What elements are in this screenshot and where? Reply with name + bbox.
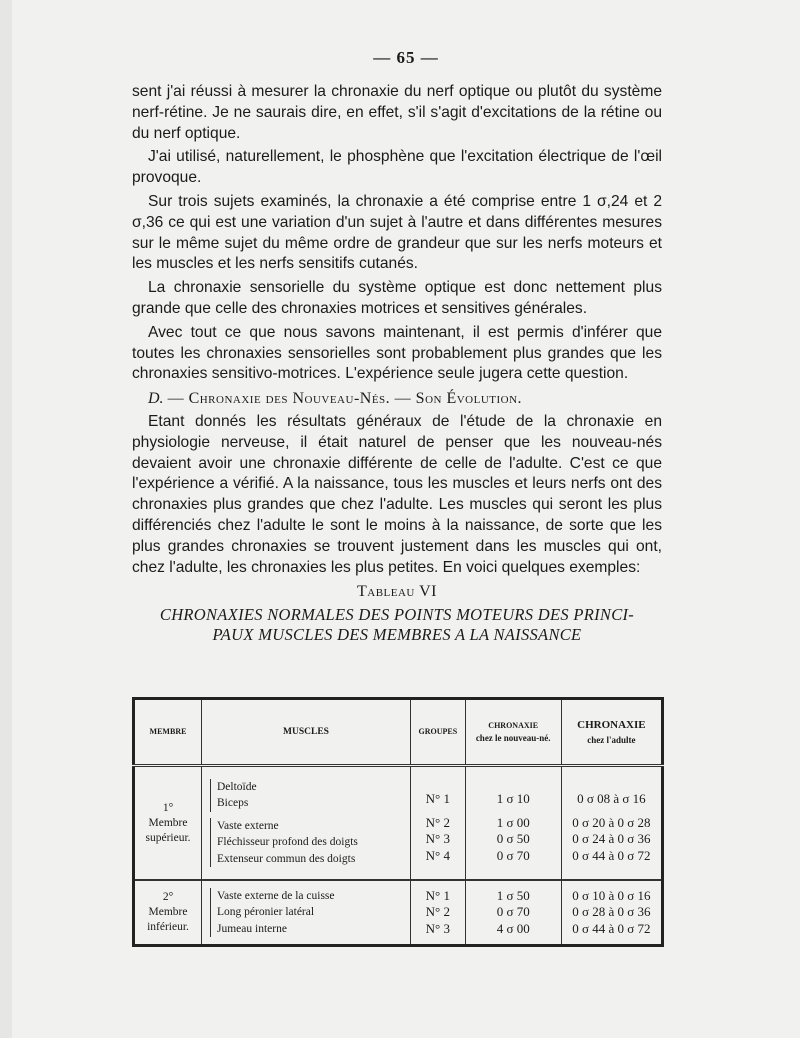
- membre-type: inférieur.: [147, 921, 189, 934]
- header-chronaxie-adulte: [561, 699, 662, 766]
- groupe-value: N° 2: [425, 814, 450, 830]
- adult-value: 0 σ 10 à 0 σ 16: [572, 887, 651, 903]
- nn-superieur-cell: [465, 766, 561, 881]
- table-title-line-2: PAUX MUSCLES DES MEMBRES A LA NAISSANCE: [212, 625, 582, 645]
- muscle-name: Deltoïde: [217, 780, 257, 793]
- adult-inferieur-cell: [561, 880, 662, 945]
- muscle-name: Vaste externe de la cuisse: [217, 889, 335, 902]
- header-muscles: MUSCLES: [202, 699, 411, 766]
- header-ad-top: CHRONAXIE: [577, 718, 646, 731]
- adult-value: 0 σ 44 à 0 σ 72: [572, 920, 651, 936]
- table-header-row: [134, 699, 663, 766]
- muscle-name: Fléchisseur profond des doigts: [217, 836, 358, 849]
- nn-value: 0 σ 70: [496, 847, 530, 863]
- table-title: [132, 605, 662, 645]
- subsection-heading: [132, 389, 662, 410]
- header-nn-top: CHRONAXIE: [488, 721, 539, 730]
- muscle-brace-group: [210, 818, 406, 868]
- nn-value: 1 σ 10: [496, 790, 530, 806]
- table-title-line-1: CHRONAXIES NORMALES DES POINTS MOTEURS DES PRINCI-: [159, 605, 635, 625]
- subsection-letter: D.: [148, 390, 164, 408]
- chronaxie-table: [132, 697, 664, 947]
- paragraph-1: sent j'ai réussi à mesurer la chronaxie du nerf optique ou plutôt du système nerf-rétine. Je ne saurais dire, en effet, s'il s'agit d'excitations de la rétine ou du nerf optique.: [132, 83, 662, 142]
- membre-number: 2°: [162, 891, 174, 904]
- header-groupes: GROUPES: [411, 699, 466, 766]
- adult-value: 0 σ 08 à σ 16: [577, 790, 646, 806]
- page-number: — 65 —: [373, 48, 439, 67]
- subsection-title: — Chronaxie des Nouveau-Nés. — Son Évolution.: [167, 390, 523, 408]
- nn-value: 0 σ 50: [496, 831, 530, 847]
- groupes-inferieur-cell: [411, 880, 466, 945]
- muscles-inferieur-cell: [202, 880, 411, 945]
- adult-value: 0 σ 24 à 0 σ 36: [572, 831, 651, 847]
- adult-value: 0 σ 20 à 0 σ 28: [572, 814, 651, 830]
- muscle-brace-group: [210, 888, 406, 938]
- paragraph-5: Avec tout ce que nous savons maintenant, il est permis d'inférer que toutes les chronaxies sensorielles sont probablement plus grandes que les chronaxies sensitivo-motrices. L'expérience seule jugera cette question.: [132, 323, 662, 383]
- body-text: [132, 82, 662, 645]
- muscle-name: Vaste externe: [217, 819, 279, 832]
- paragraph-6: Etant donnés les résultats généraux de l'étude de la chronaxie en physiologie nerveuse, il était naturel de penser que les nouveau-nés devaient avoir une chronaxie différente de celle de l'adulte. C'est ce que l'expérience a vérifié. A la naissance, tous les muscles et leurs nerfs ont des chronaxies plus grandes que chez l'adulte. Les muscles qui seront les plus différenciés chez l'adulte le sont le moins à la naissance, de sorte que les plus grandes chronaxies se trouvent justement dans les muscles qui ont, chez l'adulte, les chronaxies les plus petites. En voici quelques exemples:: [132, 412, 662, 576]
- muscle-name: Jumeau interne: [217, 922, 287, 935]
- table-label: Tableau VI: [357, 583, 437, 601]
- header-ad-sub: chez l'adulte: [587, 734, 636, 745]
- membre-word: Membre: [148, 906, 188, 919]
- muscle-name: Biceps: [217, 797, 249, 810]
- muscles-superieur-cell: [202, 766, 411, 881]
- groupe-value: N° 3: [425, 831, 450, 847]
- groupe-value: N° 2: [425, 904, 450, 920]
- adult-superieur-cell: [561, 766, 662, 881]
- nn-value: 4 σ 00: [496, 920, 530, 936]
- groupe-value: N° 3: [425, 920, 450, 936]
- membre-word: Membre: [148, 816, 188, 829]
- nn-inferieur-cell: [465, 880, 561, 945]
- adult-value: 0 σ 44 à 0 σ 72: [572, 847, 651, 863]
- header-nn-sub: chez le nouveau-né.: [475, 733, 551, 743]
- groupe-value: N° 4: [425, 847, 450, 863]
- membre-number: 1°: [162, 801, 174, 814]
- header-chronaxie-nouveau-ne: [465, 699, 561, 766]
- nn-value: 1 σ 50: [496, 887, 530, 903]
- membre-type: supérieur.: [145, 831, 191, 844]
- groupes-superieur-cell: [411, 766, 466, 881]
- membre-inferieur-cell: [134, 880, 202, 945]
- membre-superieur-cell: [134, 766, 202, 881]
- nn-value: 0 σ 70: [496, 904, 530, 920]
- header-membre: MEMBRE: [134, 699, 202, 766]
- nn-value: 1 σ 00: [496, 814, 530, 830]
- paragraph-4: La chronaxie sensorielle du système optique est donc nettement plus grande que celle des chronaxies motrices et sensitives générales.: [132, 279, 662, 317]
- muscle-name: Extenseur commun des doigts: [217, 852, 356, 865]
- table-group-row: [134, 766, 663, 881]
- adult-value: 0 σ 28 à 0 σ 36: [572, 904, 651, 920]
- muscle-brace-group: [210, 779, 406, 812]
- groupe-value: N° 1: [425, 887, 450, 903]
- table-group-row: [134, 880, 663, 945]
- paragraph-2: J'ai utilisé, naturellement, le phosphène que l'excitation électrique de l'œil provoque.: [132, 148, 662, 187]
- muscle-name: Long péronier latéral: [217, 906, 315, 919]
- paragraph-3: Sur trois sujets examinés, la chronaxie a été comprise entre 1 σ,24 et 2 σ,36 ce qui est une variation d'un sujet à l'autre et dans différentes mesures sur le même sujet du même ordre de grandeur que sur les nerfs moteurs et les muscles et les nerfs sensitifs cutanés.: [132, 192, 662, 273]
- groupe-value: N° 1: [425, 790, 450, 806]
- book-page: [12, 0, 800, 1038]
